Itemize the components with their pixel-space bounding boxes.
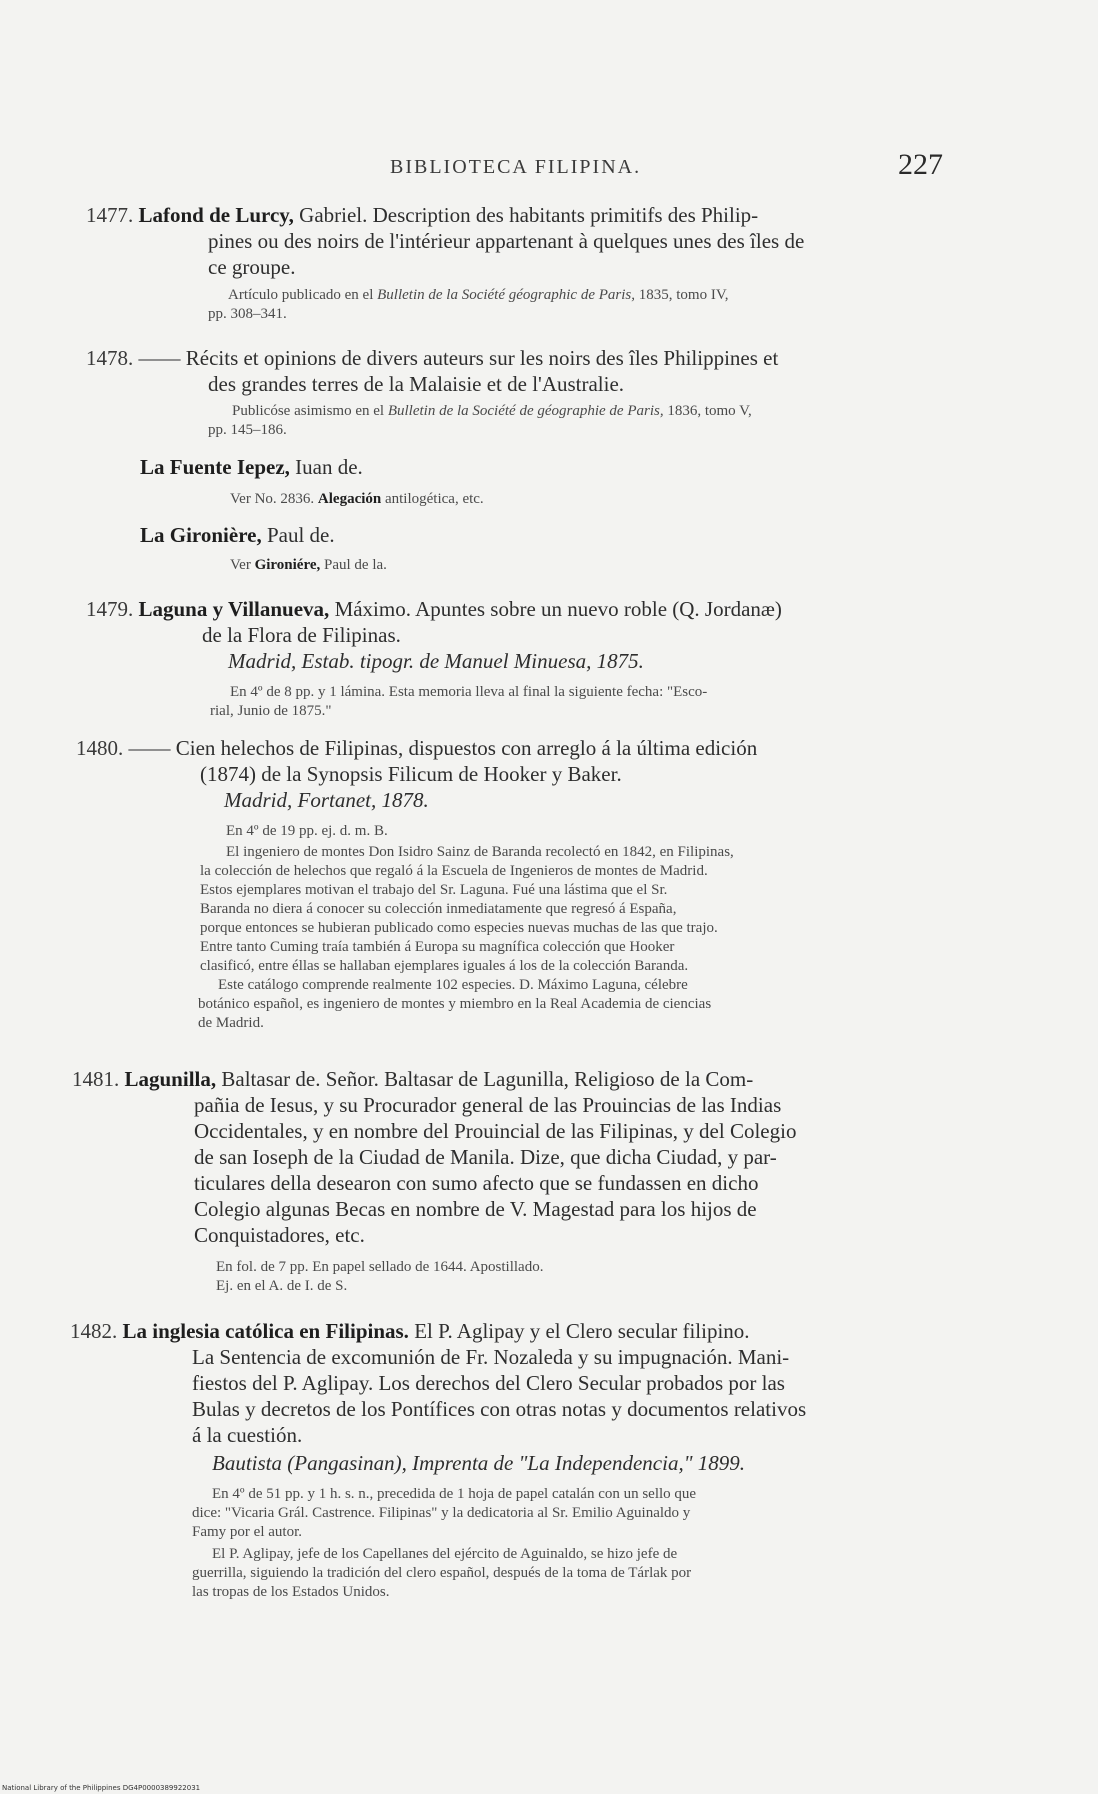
page-number: 227 <box>898 148 943 181</box>
entry-note: dice: "Vicaria Grál. Castrence. Filipinas" y la dedicatoria al Sr. Emilio Aguinaldo y <box>192 1505 691 1521</box>
entry-note: Ej. en el A. de I. de S. <box>216 1278 348 1294</box>
document-page: BIBLIOTECA FILIPINA. 227 1477. Lafond de Lurcy, Gabriel. Description des habitants primitifs des Philip- pines ou des noirs de l'intérieur appartenant à quelques unes des îles de ce groupe. Artículo publicado en el Bulletin de la Société géographic de Paris, 1835, tomo IV, pp. 308–341. 1478. —— Récits et opinions de divers auteurs sur les noirs des îles Philippines et des grandes terres de la Malaisie et de l'Australie. Publicóse asimismo en el Bulletin de la Société de géographie de Paris, 1836, tomo V, pp. 145–186. La Fuente Iepez, Iuan de. Ver No. 2836. Alegación antilogética, etc. La Gironière, Paul de. Ver Gironiére, Paul de la. 1479. Laguna y Villanueva, Máximo. Apuntes sobre un nuevo roble (Q. Jordanæ) de la Flora de Filipinas. Madrid, Estab. tipogr. de Manuel Minuesa, 1875. En 4º de 8 pp. y 1 lámina. Esta memoria lleva al final la siguiente fecha: "Esco- rial, Junio de 1875." 1480. —— Cien helechos de Filipinas, dispuestos con arreglo á la última edición (1874) de la Synopsis Filicum de Hooker y Baker. Madrid, Fortanet, 1878. En 4º de 19 pp. ej. d. m. B. El ingeniero de montes Don Isidro Sainz de Baranda recolectó en 1842, en Filipinas, la colección de helechos que regaló á la Escuela de Ingenieros de montes de Madrid. Estos ejemplares motivan el trabajo del Sr. Laguna. Fué una lástima que el Sr. Baranda no diera á conocer su colección inmediatamente que regresó á España, porque entonces se hubieran publicado como especies nuevas muchas de las que trajo. Entre tanto Cuming traía también á Europa su magnífica colección que Hooker clasificó, entre éllas se hallaban ejemplares iguales á los de la colección Baranda. Este catálogo comprende realmente 102 especies. D. Máximo Laguna, célebre botánico español, es ingeniero de montes y miembro en la Real Academia de ciencias de Madrid. 1481. Lagunilla, Baltasar de. Señor. Baltasar de Lagunilla, Religioso de la Com- pañia de Iesus, y su Procurador general de las Prouincias de las Indias Occidentales, y en nombre del Prouincial de las Filipinas, y del Colegio de san Ioseph de la Ciudad de Manila. Dize, que dicha Ciudad, y par- ticulares della desearon con sumo afecto que se fundassen en dicho Colegio algunas Becas en nombre de V. Magestad para los hijos de Conquistadores, etc. En fol. de 7 pp. En papel sellado de 1644. Apostillado. Ej. en el A. de I. de S. 1482. La inglesia católica en Filipinas. El P. Aglipay y el Clero secular filipino. La Sentencia de excomunión de Fr. Nozaleda y su impugnación. Mani- fiestos del P. Aglipay. Los derechos del Clero Secular probados por las Bulas y decretos de los Pontífices con otras notas y documentos relativos á la cuestión. Bautista (Pangasinan), Imprenta de "La Independencia," 1899. En 4º de 51 pp. y 1 h. s. n., precedida de 1 hoja de papel catalán con un sello que dice: "Vicaria Grál. Castrence. Filipinas" y la dedicatoria al Sr. Emilio Aguinaldo y Famy por el autor. El P. Aglipay, jefe de los Capellanes del ejército de Aguinaldo, se hizo jefe de guerrilla, siguiendo la tradición del clero español, después de la toma de Tárlak por las tropas de los Estados Unidos. National Library of the Philippines DG4P0000389922031 <box>0 0 1098 1794</box>
entry-note: Este catálogo comprende realmente 102 especies. D. Máximo Laguna, célebre <box>218 977 688 993</box>
entry-note: El P. Aglipay, jefe de los Capellanes del ejército de Aguinaldo, se hizo jefe de <box>212 1546 678 1562</box>
entry-note: Entre tanto Cuming traía también á Europa su magnífica colección que Hooker <box>200 939 675 955</box>
entry-author: La Gironière, <box>140 523 262 547</box>
ditto-dash: —— <box>138 346 181 370</box>
entry-number: 1478. <box>86 346 134 370</box>
entry-note: de Madrid. <box>198 1015 264 1031</box>
entry-note: Ver No. 2836. Alegación antilogética, etc. <box>230 491 484 507</box>
entry-note: Baranda no diera á conocer su colección inmediatamente que regresó á España, <box>200 901 677 917</box>
entry-note: El ingeniero de montes Don Isidro Sainz de Baranda recolectó en 1842, en Filipinas, <box>226 844 734 860</box>
entry-number: 1480. <box>76 736 124 760</box>
entry-text: des grandes terres de la Malaisie et de l'Australie. <box>208 372 625 396</box>
entry-note: En 4º de 8 pp. y 1 lámina. Esta memoria lleva al final la siguiente fecha: "Esco- <box>230 684 708 700</box>
entry-number: 1482. <box>70 1319 118 1343</box>
entry-note: Artículo publicado en el Bulletin de la Société géographic de Paris, 1835, tomo IV, <box>228 287 729 303</box>
entry-note: En fol. de 7 pp. En papel sellado de 1644. Apostillado. <box>216 1259 544 1275</box>
entry-text: Bulas y decretos de los Pontífices con otras notas y documentos relativos <box>192 1397 807 1421</box>
entry-text: de la Flora de Filipinas. <box>202 623 401 647</box>
entry-title: Máximo. Apuntes sobre un nuevo roble (Q. Jordanæ) <box>329 597 782 621</box>
entry-note: la colección de helechos que regaló á la Escuela de Ingenieros de montes de Madrid. <box>200 863 708 879</box>
entry-number: 1481. <box>72 1067 120 1091</box>
entry-note: Publicóse asimismo en el Bulletin de la Société de géographie de Paris, 1836, tomo V, <box>232 403 752 419</box>
entry-author: La inglesia católica en Filipinas. <box>122 1319 409 1343</box>
entry-imprint: Bautista (Pangasinan), Imprenta de "La Independencia," 1899. <box>212 1451 746 1475</box>
ditto-dash: —— <box>128 736 171 760</box>
entry-text: pañia de Iesus, y su Procurador general de las Prouincias de las Indias <box>194 1093 782 1117</box>
entry-author: Lafond de Lurcy, <box>138 203 294 227</box>
entry-note: botánico español, es ingeniero de montes y miembro en la Real Academia de ciencias <box>198 996 712 1012</box>
entry-note: Estos ejemplares motivan el trabajo del Sr. Laguna. Fué una lástima que el Sr. <box>200 882 668 898</box>
entry-note: guerrilla, siguiendo la tradición del clero español, después de la toma de Tárlak por <box>192 1565 692 1581</box>
entry-text: Occidentales, y en nombre del Prouincial de las Filipinas, y del Colegio <box>194 1119 797 1143</box>
entry-title: Récits et opinions de divers auteurs sur les noirs des îles Philippines et <box>180 346 779 370</box>
entry-author: La Fuente Iepez, <box>140 455 290 479</box>
entry-text: de san Ioseph de la Ciudad de Manila. Dize, que dicha Ciudad, y par- <box>194 1145 777 1169</box>
entry-text: ticulares della desearon con sumo afecto que se fundassen en dicho <box>194 1171 759 1195</box>
entry-note: pp. 308–341. <box>208 306 287 322</box>
entry-author: Lagunilla, <box>124 1067 217 1091</box>
entry-note: porque entonces se hubieran publicado como especies nuevas muchas de las que trajo. <box>200 920 718 936</box>
entry-text: (1874) de la Synopsis Filicum de Hooker y Baker. <box>200 762 622 786</box>
entry-title: Baltasar de. Señor. Baltasar de Lagunilla, Religioso de la Com- <box>216 1067 754 1091</box>
entry-text: ce groupe. <box>208 255 296 279</box>
scan-footer-tag: National Library of the Philippines DG4P0000389922031 <box>2 1784 201 1792</box>
entry-author: Laguna y Villanueva, <box>138 597 330 621</box>
entry-title: Gabriel. Description des habitants primitifs des Philip- <box>293 203 759 227</box>
entry-text: Conquistadores, etc. <box>194 1223 365 1247</box>
entry-text: pines ou des noirs de l'intérieur appartenant à quelques unes des îles de <box>208 229 805 253</box>
page-header <box>0 148 1098 188</box>
entry-note: clasificó, entre éllas se hallaban ejemplares iguales á los de la colección Baranda. <box>200 958 689 974</box>
entry-text: fiestos del P. Aglipay. Los derechos del Clero Secular probados por las <box>192 1371 785 1395</box>
entry-number: 1477. <box>86 203 134 227</box>
entry-note: En 4º de 19 pp. ej. d. m. B. <box>226 823 388 839</box>
entry-text: Colegio algunas Becas en nombre de V. Magestad para los hijos de <box>194 1197 757 1221</box>
entry-note: Famy por el autor. <box>192 1524 302 1540</box>
entry-title: El P. Aglipay y el Clero secular filipino. <box>408 1319 750 1343</box>
entry-imprint: Madrid, Fortanet, 1878. <box>224 788 429 812</box>
entry-text: La Sentencia de excomunión de Fr. Nozaleda y su impugnación. Mani- <box>192 1345 790 1369</box>
entry-note: pp. 145–186. <box>208 422 287 438</box>
entry-note: las tropas de los Estados Unidos. <box>192 1584 390 1600</box>
entry-note: En 4º de 51 pp. y 1 h. s. n., precedida de 1 hoja de papel catalán con un sello que <box>212 1486 697 1502</box>
entry-title: Cien helechos de Filipinas, dispuestos con arreglo á la última edición <box>170 736 758 760</box>
entry-text: á la cuestión. <box>192 1423 303 1447</box>
entry-number: 1479. <box>86 597 134 621</box>
entry-note: rial, Junio de 1875." <box>210 703 332 719</box>
entry-note: Ver Gironiére, Paul de la. <box>230 557 387 573</box>
running-title: BIBLIOTECA FILIPINA. <box>390 156 642 178</box>
entry-imprint: Madrid, Estab. tipogr. de Manuel Minuesa, 1875. <box>228 649 644 673</box>
